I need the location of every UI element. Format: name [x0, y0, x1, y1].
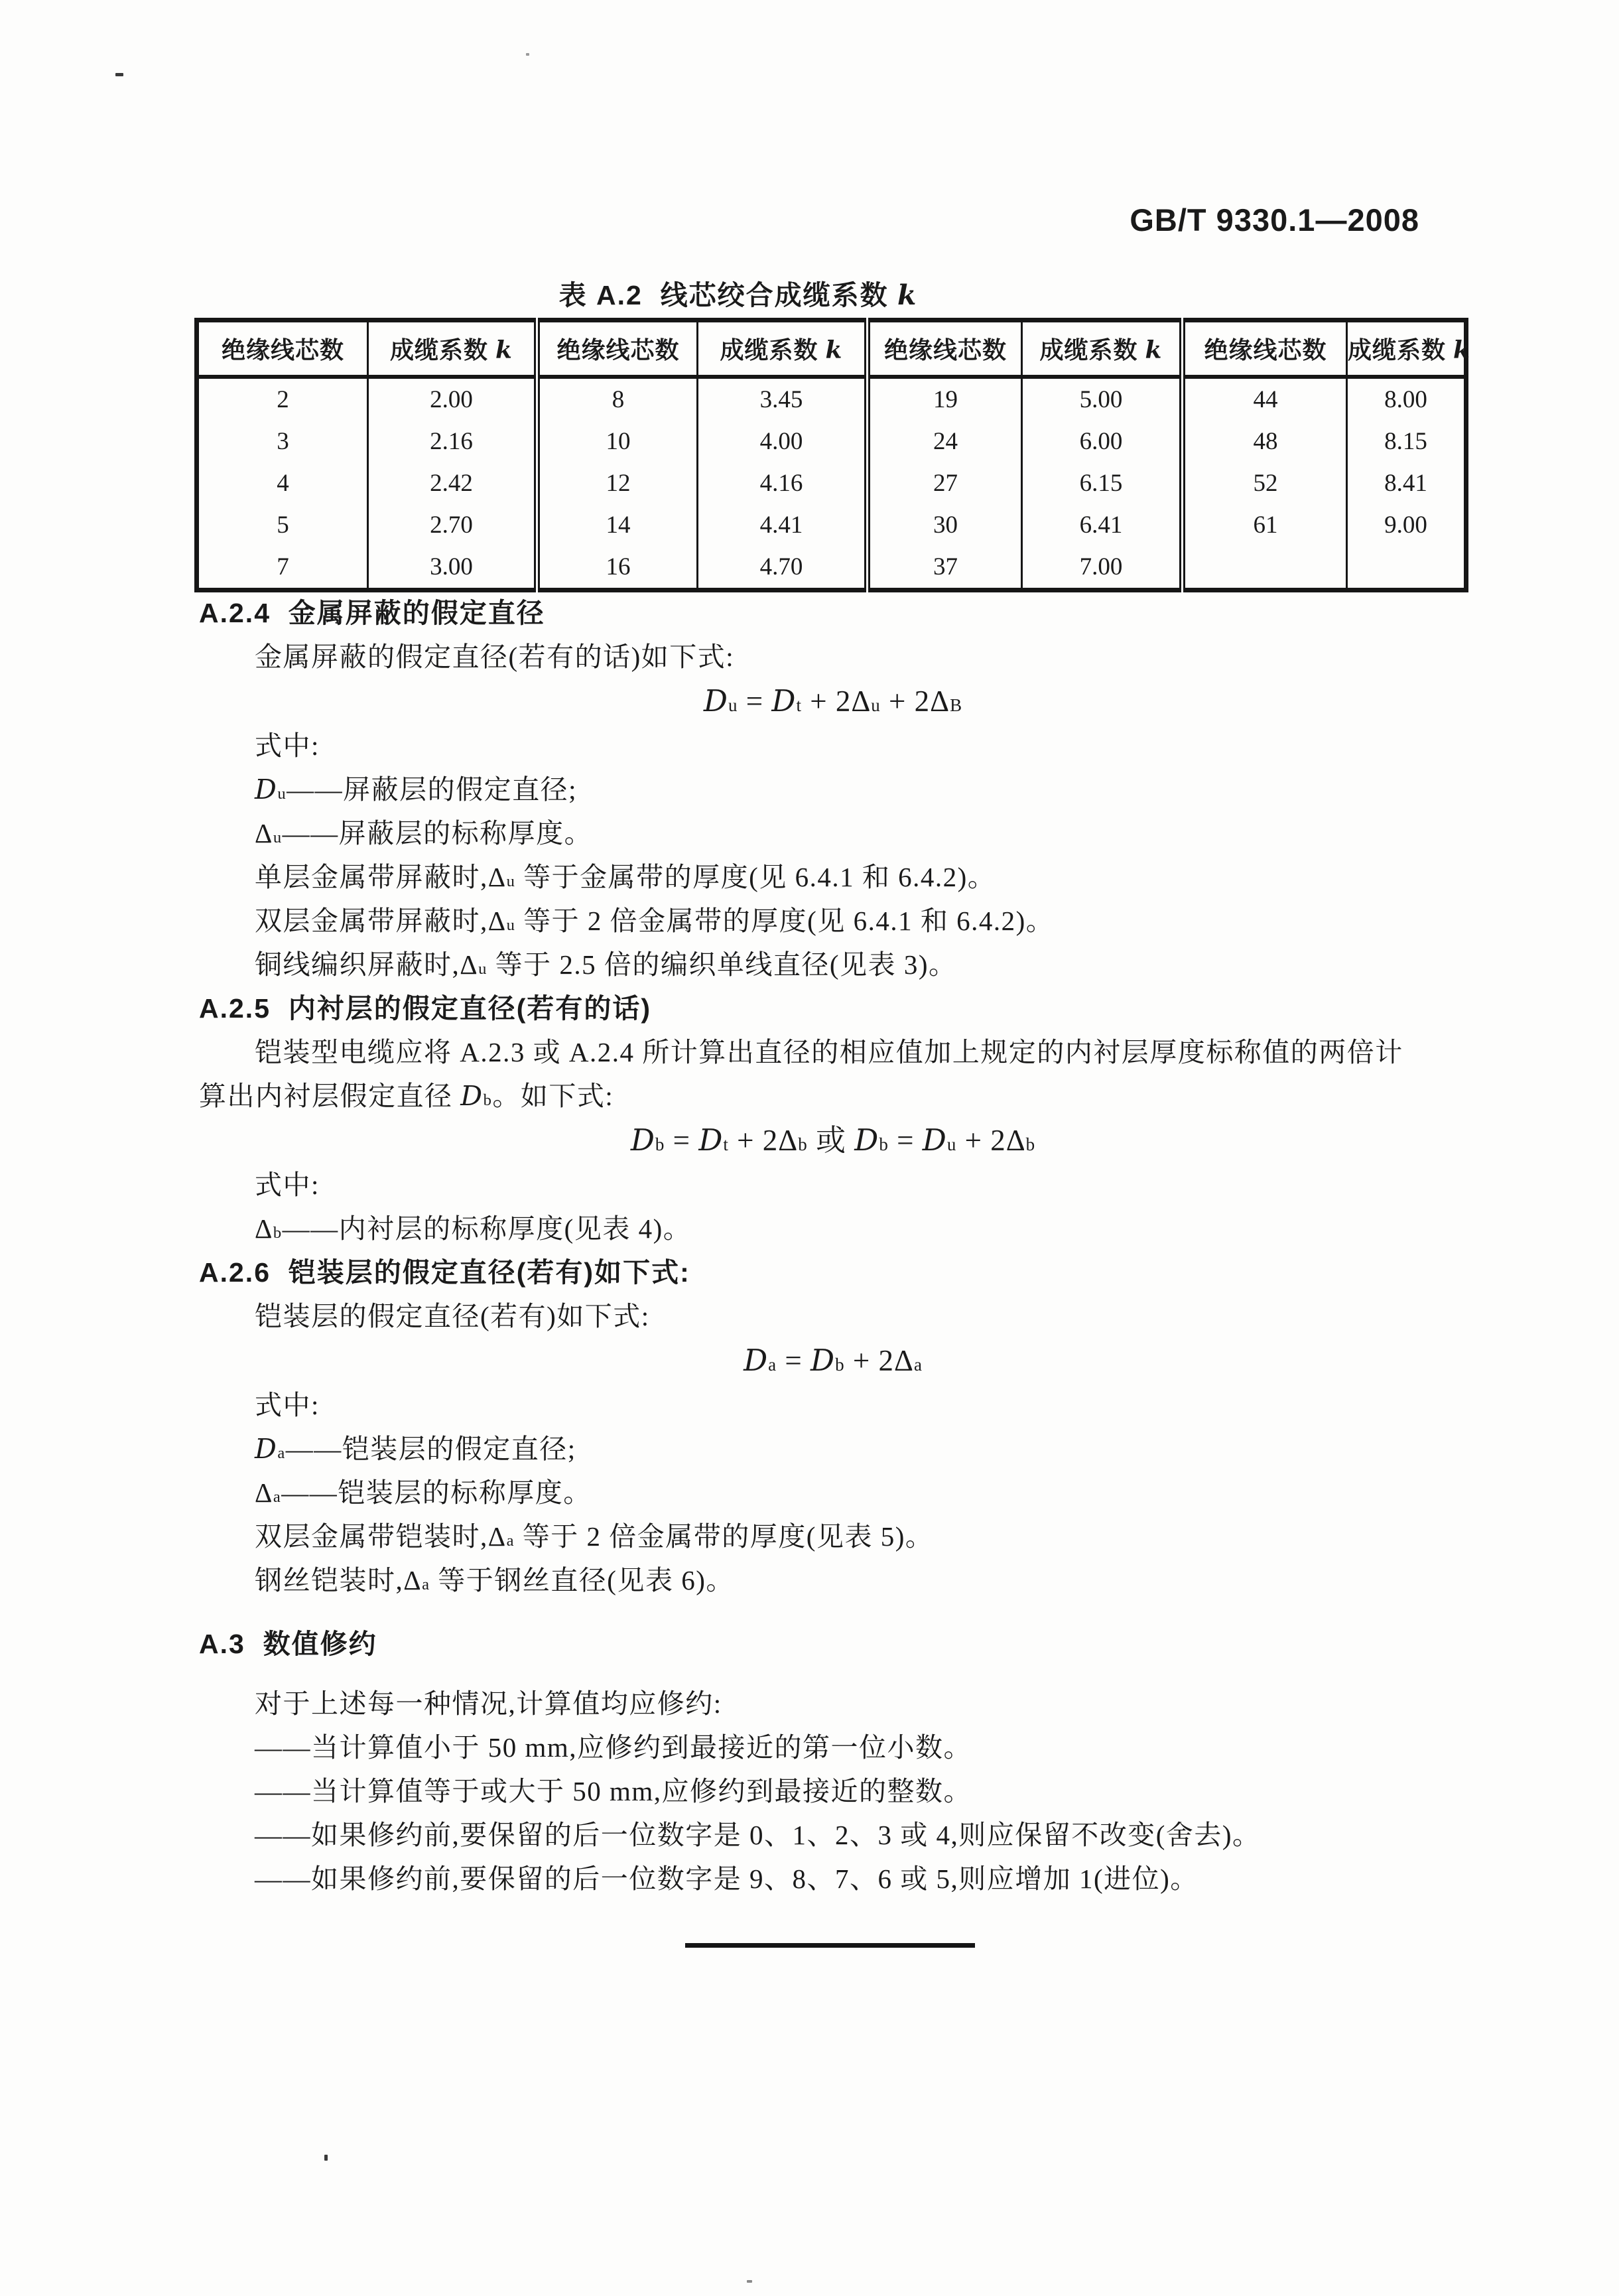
- table-cell: 12: [537, 462, 698, 504]
- table-row: [197, 421, 1466, 462]
- table-cell: 3: [277, 428, 289, 455]
- cable-coefficient-table: [194, 318, 1468, 592]
- text-line: $\Delta_u——$屏蔽层的标称厚度。: [255, 818, 593, 848]
- table-cell: 7: [277, 553, 289, 580]
- table-cell: 4: [277, 470, 289, 497]
- scan-speck: [115, 73, 123, 76]
- text-line: 双层金属带屏蔽时$,\Delta_u$ 等于 2 倍金属带的厚度(见 6.4.1 和 6.4.2)。: [255, 906, 1055, 936]
- table-cell: 2.42: [368, 462, 537, 504]
- table-cell: 4.00: [698, 421, 868, 462]
- table-cell: 4.70: [698, 546, 868, 590]
- scan-speck: [747, 2280, 752, 2283]
- table-cell: 27: [868, 462, 1022, 504]
- table-cell: 2.16: [368, 421, 537, 462]
- column-header: 成缆系数 k: [1022, 320, 1183, 377]
- section-heading: A.3 数值修约: [199, 1629, 377, 1659]
- table-cell: 5.00: [1022, 377, 1183, 421]
- table-cell: 5: [277, 511, 289, 539]
- table-cell: 61: [1183, 504, 1347, 546]
- table-cell: 8.00: [1347, 377, 1466, 421]
- table-cell: 52: [1183, 462, 1347, 504]
- section-heading: A.2.6 铠装层的假定直径(若有)如下式:: [199, 1257, 690, 1288]
- scan-speck: [324, 2155, 328, 2161]
- table-cell: 4.41: [698, 504, 868, 546]
- text-line: $\Delta_a——$铠装层的标称厚度。: [255, 1477, 592, 1508]
- text-line: ——当计算值等于或大于 50 mm,应修约到最接近的整数。: [255, 1776, 972, 1806]
- table-cell: 48: [1183, 421, 1347, 462]
- text-line: $\Delta_b——$内衬层的标称厚度(见表 4)。: [255, 1213, 692, 1244]
- table-title: 表 A.2 线芯绞合成缆系数 k: [558, 279, 918, 311]
- section-heading: A.2.4 金属屏蔽的假定直径: [199, 598, 545, 628]
- formula: $D_a = D_b + 2\Delta_a$: [744, 1343, 923, 1378]
- column-header: 成缆系数 k: [1347, 320, 1466, 377]
- text-line: 铠装型电缆应将 A.2.3 或 A.2.4 所计算出直径的相应值加上规定的内衬层厚度标称值的两倍计: [255, 1037, 1403, 1067]
- text-line: 式中:: [255, 730, 320, 761]
- text-line: 单层金属带屏蔽时$,\Delta_u$ 等于金属带的厚度(见 6.4.1 和 6.4.2)。: [255, 862, 996, 892]
- table-body: [197, 377, 1466, 590]
- table-cell: 14: [537, 504, 698, 546]
- table-row: [197, 504, 1466, 546]
- table-row: [197, 546, 1466, 590]
- table-cell: 2: [277, 386, 289, 413]
- column-header: 绝缘线芯数: [537, 320, 698, 377]
- table-cell: [1183, 546, 1347, 590]
- text-line: 对于上述每一种情况,计算值均应修约:: [255, 1688, 722, 1719]
- text-line: $D_u——$屏蔽层的假定直径;: [255, 774, 578, 805]
- document-body: [199, 591, 1467, 1901]
- table-cell: 30: [868, 504, 1022, 546]
- table-cell: 6.41: [1022, 504, 1183, 546]
- text-line: 金属屏蔽的假定直径(若有的话)如下式:: [255, 642, 735, 672]
- table-cell: 2.70: [368, 504, 537, 546]
- table-cell: 44: [1183, 377, 1347, 421]
- column-header: 绝缘线芯数: [197, 320, 368, 377]
- header-row: [197, 320, 1466, 377]
- section-heading: A.2.5 内衬层的假定直径(若有的话): [199, 993, 652, 1024]
- table-head: [197, 320, 1470, 377]
- end-of-document-rule: [685, 1943, 975, 1948]
- table-cell: [1347, 546, 1466, 590]
- formula: $D_u = D_t + 2\Delta_u + 2\Delta_B$: [703, 683, 963, 718]
- table-cell: 2.00: [368, 377, 537, 421]
- table-cell: 3.45: [698, 377, 868, 421]
- table-row: [197, 377, 1466, 421]
- table-cell: 3.00: [368, 546, 537, 590]
- text-line: 算出内衬层假定直径 $D_b$。如下式:: [199, 1080, 614, 1112]
- table-cell: 37: [868, 546, 1022, 590]
- text-line: 钢丝铠装时$,\Delta_a$ 等于钢丝直径(见表 6)。: [255, 1565, 734, 1595]
- column-header: 成缆系数 k: [368, 320, 537, 377]
- table-cell: 6.00: [1022, 421, 1183, 462]
- table-cell: 16: [537, 546, 698, 590]
- table-cell: 24: [868, 421, 1022, 462]
- table-cell: 8.41: [1347, 462, 1466, 504]
- table-cell: 7.00: [1022, 546, 1183, 590]
- scan-speck: [526, 53, 529, 56]
- text-line: ——当计算值小于 50 mm,应修约到最接近的第一位小数。: [255, 1732, 972, 1763]
- text-line: ——如果修约前,要保留的后一位数字是 0、1、2、3 或 4,则应保留不改变(舍去)。: [255, 1820, 1261, 1850]
- text-line: ——如果修约前,要保留的后一位数字是 9、8、7、6 或 5,则应增加 1(进位)。: [255, 1863, 1198, 1894]
- formula: $D_b = D_t + 2\Delta_b$ 或 $D_b = D_u + 2\Delta_b$: [630, 1122, 1036, 1158]
- table-cell: 8.15: [1347, 421, 1466, 462]
- table-row: [197, 462, 1466, 504]
- text-line: 式中:: [255, 1170, 320, 1200]
- standard-number: GB/T 9330.1—2008: [1130, 202, 1419, 237]
- table-cell: 19: [868, 377, 1022, 421]
- text-line: 式中:: [255, 1390, 320, 1420]
- text-line: 铠装层的假定直径(若有)如下式:: [255, 1301, 650, 1331]
- text-line: 双层金属带铠装时$,\Delta_a$ 等于 2 倍金属带的厚度(见表 5)。: [255, 1521, 934, 1552]
- table-cell: 9.00: [1347, 504, 1466, 546]
- column-header: 成缆系数 k: [698, 320, 868, 377]
- table-cell: 8: [537, 377, 698, 421]
- text-line: $D_a——$铠装层的假定直径;: [255, 1433, 576, 1465]
- column-header: 绝缘线芯数: [1183, 320, 1347, 377]
- column-header: 绝缘线芯数: [868, 320, 1022, 377]
- table-cell: 4.16: [698, 462, 868, 504]
- table-cell: 10: [537, 421, 698, 462]
- table-cell: 6.15: [1022, 462, 1183, 504]
- text-line: 铜线编织屏蔽时$,\Delta_u$ 等于 2.5 倍的编织单线直径(见表 3)。: [255, 949, 957, 980]
